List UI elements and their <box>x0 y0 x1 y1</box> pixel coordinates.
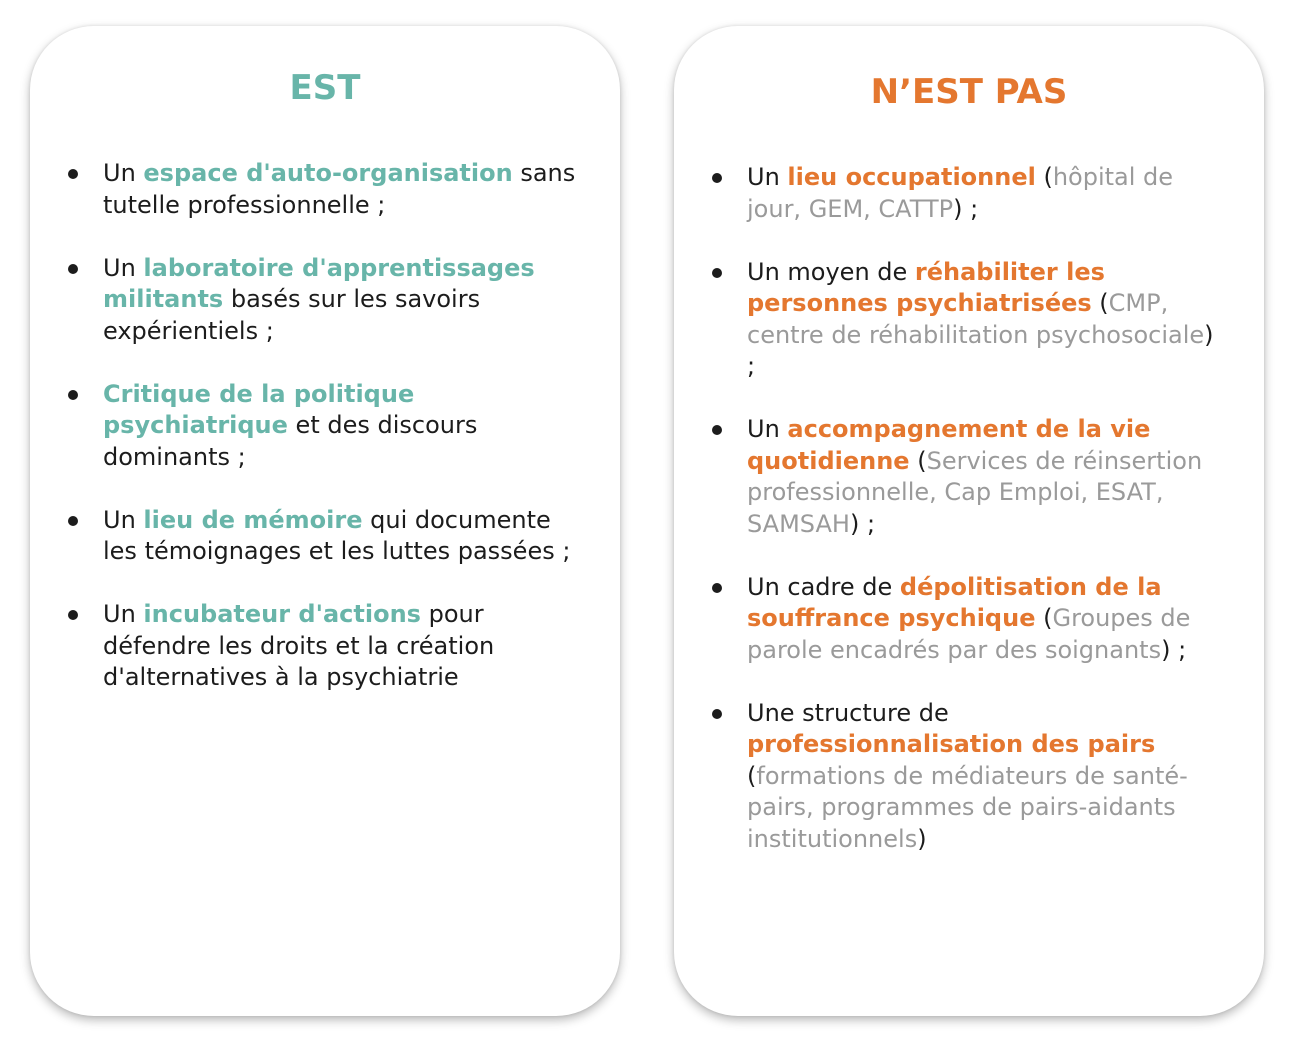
list-item: Un lieu de mémoire qui documente les témoignages et les luttes passées ; <box>30 505 588 568</box>
bullet-icon <box>712 583 722 593</box>
list-item: Une structure de professionnalisation des pairs (formations de médiateurs de santé-pairs, programmes de pairs-aidants institutionnels) <box>674 698 1227 856</box>
list-item: Un cadre de dépolitisation de la souffrance psychique (Groupes de parole encadrés par des soignants) ; <box>674 572 1227 667</box>
list-item: Un accompagnement de la vie quotidienne (Services de réinsertion professionnelle, Cap Emploi, ESAT, SAMSAH) ; <box>674 414 1227 540</box>
bullet-icon <box>712 425 722 435</box>
list-item: Un incubateur d'actions pour défendre les droits et la création d'alternatives à la psychiatrie <box>30 599 588 694</box>
bullet-icon <box>68 169 78 179</box>
nest-list <box>674 162 1227 887</box>
bullet-icon <box>712 173 722 183</box>
nest-title: N’EST PAS <box>870 72 1068 112</box>
bullet-icon <box>712 268 722 278</box>
bullet-icon <box>68 264 78 274</box>
est-title: EST <box>289 68 361 108</box>
bullet-icon <box>68 516 78 526</box>
bullet-icon <box>68 610 78 620</box>
bullet-icon <box>712 709 722 719</box>
list-item: Un lieu occupationnel (hôpital de jour, GEM, CATTP) ; <box>674 162 1227 225</box>
est-card <box>30 26 620 1016</box>
list-item: Un espace d'auto-organisation sans tutelle professionnelle ; <box>30 158 588 221</box>
list-item: Critique de la politique psychiatrique et des discours dominants ; <box>30 379 588 474</box>
nest-card <box>674 26 1264 1016</box>
est-list <box>30 158 588 725</box>
list-item: Un moyen de réhabiliter les personnes psychiatrisées (CMP, centre de réhabilitation psychosociale) ; <box>674 257 1227 383</box>
bullet-icon <box>68 390 78 400</box>
list-item: Un laboratoire d'apprentissages militants basés sur les savoirs expérientiels ; <box>30 253 588 348</box>
